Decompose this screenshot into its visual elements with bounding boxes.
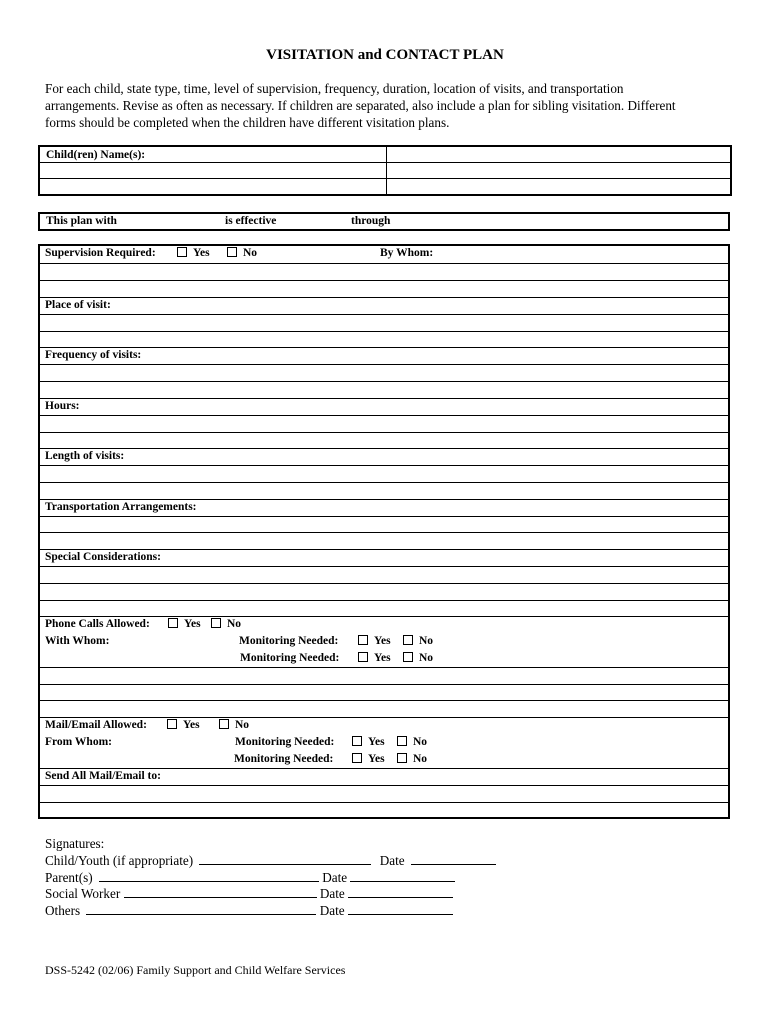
plan-with-label: This plan with [46,215,117,227]
social-worker-label: Social Worker [45,886,121,901]
with-whom-label: With Whom: [45,635,110,647]
send-to-row [38,768,730,785]
phone-line[interactable] [38,700,730,717]
instructions-line: arrangements. Revise as often as necessary. If children are separated, also include a plan for sibling visitation. Different [45,98,676,113]
special-row [38,549,730,566]
mail-monitoring-no-checkbox[interactable] [397,753,407,763]
mail-monitoring-yes-label: Yes [368,753,385,765]
phone-no-checkbox[interactable] [211,618,221,628]
hours-row [38,398,730,415]
send-to-line[interactable] [38,802,730,819]
place-row [38,297,730,314]
supervision-no-checkbox[interactable] [227,247,237,257]
parent-signature-label: Parent(s) [45,870,93,885]
child-date-field[interactable] [411,852,496,865]
child-signature-label: Child/Youth (if appropriate) [45,853,194,868]
frequency-row [38,347,730,364]
supervision-line[interactable] [38,263,730,280]
mail-no-checkbox[interactable] [219,719,229,729]
mail-no-label: No [235,719,250,731]
phone-label: Phone Calls Allowed: [45,618,150,630]
transport-label: Transportation Arrangements: [45,501,197,513]
phone-monitoring-yes-label: Yes [374,635,391,647]
supervision-row [38,246,730,263]
signatures-heading: Signatures: [45,836,105,851]
others-signature-row [45,902,453,919]
children-names-label: Child(ren) Name(s): [39,146,386,163]
place-line[interactable] [38,331,730,348]
mail-monitoring-no-label: No [413,736,428,748]
length-row [38,448,730,465]
by-whom-label: By Whom: [380,247,434,259]
parent-date-label: Date [322,870,348,885]
social-worker-signature-row [45,885,453,902]
special-line[interactable] [38,566,730,583]
phone-monitoring-no-label: No [419,635,434,647]
mail-monitoring-label: Monitoring Needed: [234,753,334,765]
children-names-table [38,145,732,196]
through-label: through [351,215,391,227]
form-footer: DSS-5242 (02/06) Family Support and Child Welfare Services [45,963,346,977]
transport-line[interactable] [38,532,730,549]
phone-line[interactable] [38,684,730,701]
mail-monitoring-label: Monitoring Needed: [235,736,335,748]
others-signature-field[interactable] [86,902,316,915]
others-date-label: Date [319,903,345,918]
mail-block [38,717,730,768]
mail-monitoring-yes-label: Yes [368,736,385,748]
child-date-label: Date [379,853,405,868]
phone-monitoring-no-checkbox[interactable] [403,652,413,662]
mail-label: Mail/Email Allowed: [45,719,147,731]
phone-monitoring-label: Monitoring Needed: [240,652,340,664]
place-label: Place of visit: [45,299,111,311]
supervision-no-label: No [243,247,258,259]
mail-yes-checkbox[interactable] [167,719,177,729]
phone-block [38,616,730,667]
children-name-field[interactable] [386,146,731,163]
effective-label: is effective [225,215,277,227]
phone-monitoring-yes-checkbox[interactable] [358,652,368,662]
supervision-yes-label: Yes [193,247,210,259]
phone-yes-label: Yes [184,618,201,630]
others-label: Others [45,903,81,918]
phone-monitoring-yes-label: Yes [374,652,391,664]
hours-line[interactable] [38,432,730,449]
supervision-yes-checkbox[interactable] [177,247,187,257]
from-whom-label: From Whom: [45,736,112,748]
others-date-field[interactable] [348,902,453,915]
phone-monitoring-yes-checkbox[interactable] [358,635,368,645]
special-label: Special Considerations: [45,551,161,563]
frequency-line[interactable] [38,364,730,381]
child-signature-field[interactable] [199,852,371,865]
supervision-label: Supervision Required: [45,247,156,259]
instructions [45,80,735,131]
social-worker-signature-field[interactable] [124,885,317,898]
place-line[interactable] [38,314,730,331]
length-line[interactable] [38,465,730,482]
mail-yes-label: Yes [183,719,200,731]
parent-signature-field[interactable] [99,869,319,882]
hours-label: Hours: [45,400,80,412]
send-to-line[interactable] [38,785,730,802]
special-line[interactable] [38,600,730,617]
children-name-field[interactable] [39,163,386,179]
mail-monitoring-no-checkbox[interactable] [397,736,407,746]
supervision-line[interactable] [38,280,730,297]
social-worker-date-field[interactable] [348,885,453,898]
instructions-line: forms should be completed when the children have different visitation plans. [45,115,450,130]
social-worker-date-label: Date [319,886,345,901]
length-line[interactable] [38,482,730,499]
parent-date-field[interactable] [350,869,455,882]
phone-line[interactable] [38,667,730,684]
children-name-field[interactable] [386,163,731,179]
length-label: Length of visits: [45,450,125,462]
frequency-line[interactable] [38,381,730,398]
send-to-label: Send All Mail/Email to: [45,770,161,782]
transport-row [38,499,730,516]
phone-monitoring-label: Monitoring Needed: [239,635,339,647]
child-signature-row [45,852,496,869]
phone-no-label: No [227,618,242,630]
plan-effective-row[interactable] [38,212,730,231]
instructions-line: For each child, state type, time, level of supervision, frequency, duration, location of visits, and transportation [45,81,624,96]
children-name-field[interactable] [39,179,386,196]
phone-monitoring-no-label: No [419,652,434,664]
parent-signature-row [45,869,455,886]
children-name-field[interactable] [386,179,731,196]
special-line[interactable] [38,583,730,600]
mail-monitoring-no-label: No [413,753,428,765]
phone-monitoring-no-checkbox[interactable] [403,635,413,645]
mail-monitoring-yes-checkbox[interactable] [352,736,362,746]
transport-line[interactable] [38,516,730,533]
frequency-label: Frequency of visits: [45,349,142,361]
hours-line[interactable] [38,415,730,432]
page-title: VISITATION and CONTACT PLAN [266,47,504,63]
phone-yes-checkbox[interactable] [168,618,178,628]
mail-monitoring-yes-checkbox[interactable] [352,753,362,763]
